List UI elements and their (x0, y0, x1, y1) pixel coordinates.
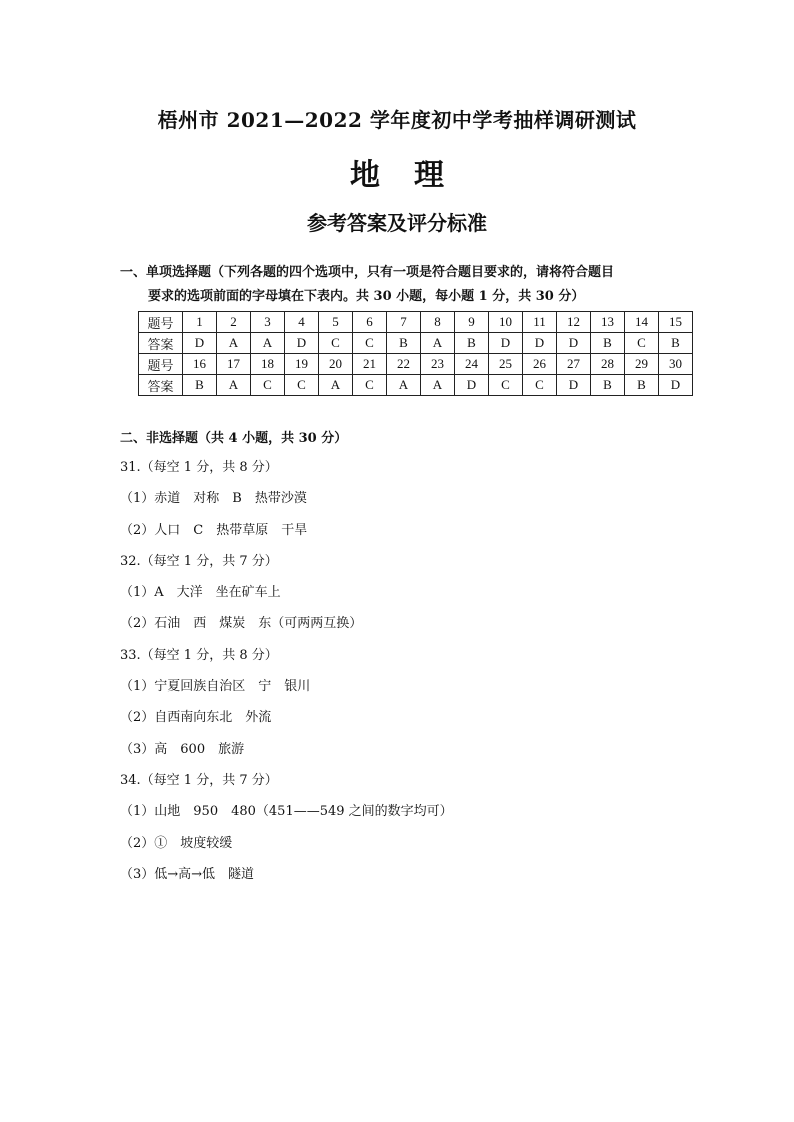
table-row-label: 题号 (139, 312, 183, 333)
table-cell: A (319, 375, 353, 396)
answer-line: 33.（每空 1 分，共 8 分） (120, 647, 278, 663)
table-cell: A (421, 333, 455, 354)
table-cell: A (217, 375, 251, 396)
answer-table (138, 311, 693, 396)
table-cell: 3 (251, 312, 285, 333)
table-cell: 2 (217, 312, 251, 333)
table-cell: 26 (523, 354, 557, 375)
section-1-heading-line2: 要求的选项前面的字母填在下表内。共 30 小题，每小题 1 分，共 30 分） (148, 289, 585, 304)
answer-line: （1）赤道 对称 B 热带沙漠 (120, 491, 307, 507)
table-cell: D (489, 333, 523, 354)
table-cell: 27 (557, 354, 591, 375)
table-cell: A (217, 333, 251, 354)
table-cell: C (489, 375, 523, 396)
table-cell: 9 (455, 312, 489, 333)
table-cell: 17 (217, 354, 251, 375)
table-row (139, 333, 693, 354)
answer-line: （2）人口 C 热带草原 干旱 (120, 522, 308, 538)
answer-line: 34.（每空 1 分，共 7 分） (120, 772, 278, 788)
table-cell: C (523, 375, 557, 396)
table-cell: 7 (387, 312, 421, 333)
table-cell: A (387, 375, 421, 396)
table-cell: B (625, 375, 659, 396)
answer-lines (120, 458, 453, 896)
table-cell: D (183, 333, 217, 354)
table-cell: 28 (591, 354, 625, 375)
table-cell: D (285, 333, 319, 354)
table-cell: 8 (421, 312, 455, 333)
section-1-heading-line1: 一、单项选择题（下列各题的四个选项中，只有一项是符合题目要求的，请将符合题目 (120, 265, 615, 280)
table-cell: C (625, 333, 659, 354)
table-cell: B (455, 333, 489, 354)
table-cell: C (285, 375, 319, 396)
table-cell: D (455, 375, 489, 396)
answer-line: （2）自西南向东北 外流 (120, 710, 272, 726)
section-2-heading: 二、非选择题（共 4 小题，共 30 分） (120, 431, 348, 446)
table-cell: C (319, 333, 353, 354)
table-cell: 24 (455, 354, 489, 375)
table-cell: D (523, 333, 557, 354)
answer-line: （1）山地 950 480（451——549 之间的数字均可） (120, 804, 453, 820)
answer-line: （1）宁夏回族自治区 宁 银川 (120, 679, 311, 695)
table-cell: 25 (489, 354, 523, 375)
table-cell: C (251, 375, 285, 396)
section-1-heading (120, 261, 680, 309)
table-cell: 10 (489, 312, 523, 333)
table-cell: D (557, 333, 591, 354)
table-cell: B (591, 333, 625, 354)
table-cell: A (251, 333, 285, 354)
table-row-label: 题号 (139, 354, 183, 375)
answer-line: （3）高 600 旅游 (120, 741, 245, 757)
table-cell: C (353, 375, 387, 396)
table-cell: A (421, 375, 455, 396)
table-cell: 14 (625, 312, 659, 333)
answer-line: （3）低→高→低 隧道 (120, 866, 255, 882)
table-cell: B (659, 333, 693, 354)
subject-heading: 地理 (350, 158, 478, 193)
table-row-label: 答案 (139, 333, 183, 354)
answer-key-subtitle: 参考答案及评分标准 (307, 211, 487, 235)
table-cell: C (353, 333, 387, 354)
table-row (139, 312, 693, 333)
answer-line: 31.（每空 1 分，共 8 分） (120, 460, 278, 475)
table-row (139, 375, 693, 396)
table-cell: D (557, 375, 591, 396)
table-cell: B (183, 375, 217, 396)
table-row-label: 答案 (139, 375, 183, 396)
table-cell: 1 (183, 312, 217, 333)
table-cell: 30 (659, 354, 693, 375)
table-cell: 29 (625, 354, 659, 375)
table-cell: 4 (285, 312, 319, 333)
table-cell: 20 (319, 354, 353, 375)
table-cell: B (387, 333, 421, 354)
table-cell: 23 (421, 354, 455, 375)
table-cell: 16 (183, 354, 217, 375)
table-cell: 22 (387, 354, 421, 375)
table-cell: 15 (659, 312, 693, 333)
table-row (139, 354, 693, 375)
table-cell: 6 (353, 312, 387, 333)
table-cell: 18 (251, 354, 285, 375)
table-cell: B (591, 375, 625, 396)
table-cell: 19 (285, 354, 319, 375)
table-cell: 12 (557, 312, 591, 333)
answer-line: （2）① 坡度较缓 (120, 835, 233, 851)
table-cell: 21 (353, 354, 387, 375)
table-cell: 5 (319, 312, 353, 333)
exam-title: 梧州市 2021—2022 学年度初中学考抽样调研测试 (157, 108, 637, 132)
table-cell: 13 (591, 312, 625, 333)
answer-line: （2）石油 西 煤炭 东（可两两互换） (120, 616, 363, 632)
table-cell: D (659, 375, 693, 396)
table-cell: 11 (523, 312, 557, 333)
answer-line: 32.（每空 1 分，共 7 分） (120, 553, 278, 569)
answer-line: （1）A 大洋 坐在矿车上 (120, 585, 281, 601)
